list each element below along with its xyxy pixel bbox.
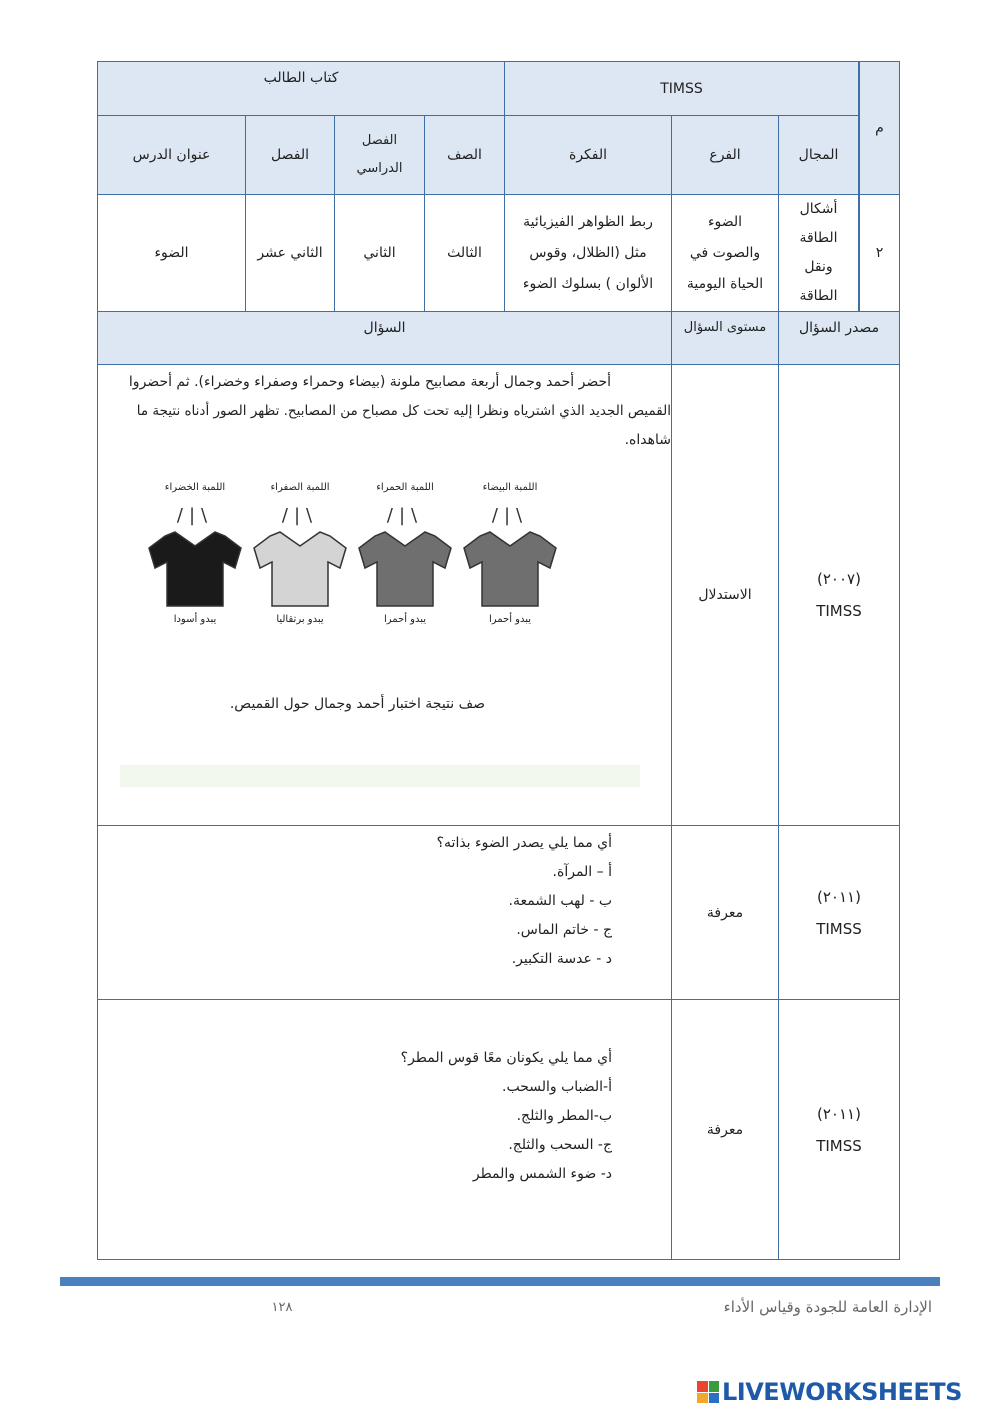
branch-label: الفرع (709, 147, 741, 163)
q3-option-d[interactable]: د- ضوء الشمس والمطر (472, 1166, 612, 1182)
grade-cell (424, 194, 505, 312)
lamp-white (460, 482, 560, 667)
q2-option-c[interactable]: ج - خاتم الماس. (516, 922, 612, 938)
col-m-label: م (875, 120, 884, 136)
shirt-icon (355, 528, 455, 608)
q2-option-b[interactable]: ب - لهب الشمعة. (508, 893, 612, 909)
shirt-result: يبدو أسودا (173, 614, 217, 625)
q1-prompt: صف نتيجة اختبار أحمد وجمال حول القميص. (229, 696, 485, 712)
domain-line: الطاقة (799, 288, 838, 304)
shirt-result: يبدو أحمرا (488, 614, 532, 625)
source-header-label: مصدر السؤال (798, 320, 880, 336)
shirt-icon (145, 528, 245, 608)
idea-line: مثل (الظلال، وقوس (529, 244, 647, 261)
domain-line: أشكال (799, 201, 838, 217)
grade-header (424, 115, 505, 195)
q2-stem: أي مما يلي يصدر الضوء بذاته؟ (436, 835, 612, 851)
light-rays-icon: /|\ (491, 505, 529, 526)
page-number: ١٢٨ (271, 1300, 293, 1315)
level-header-label: مستوى السؤال (683, 320, 767, 335)
question-header-label: السؤال (363, 320, 406, 336)
lamp-green (145, 482, 245, 667)
light-rays-icon: /|\ (176, 505, 214, 526)
grade-label: الصف (447, 147, 482, 163)
branch-header (671, 115, 779, 195)
lamp-label: اللمبة الصفراء (270, 482, 330, 493)
q2-source-year: (٢٠١١) (817, 887, 861, 906)
q3-stem: أي مما يلي يكونان معًا قوس المطر؟ (400, 1050, 612, 1066)
shirt-icon (460, 528, 560, 608)
timss-label: TIMSS (660, 80, 703, 97)
light-rays-icon: /|\ (386, 505, 424, 526)
q3-level-cell (671, 999, 779, 1260)
q3-option-a[interactable]: أ-الضباب والسحب. (502, 1079, 612, 1095)
lesson-title-label: عنوان الدرس (132, 147, 211, 163)
lesson-cell (97, 194, 246, 312)
shirt-result: يبدو أحمرا (383, 614, 427, 625)
lamp-label: اللمبة البيضاء (482, 482, 538, 493)
question-header (97, 311, 672, 365)
chapter-value: الثاني عشر (257, 245, 323, 261)
q3-source-cell (778, 999, 900, 1260)
q2-source-name: TIMSS (816, 919, 862, 938)
organization-name: الإدارة العامة للجودة وقياس الأداء (723, 1298, 932, 1316)
semester-value: الثاني (363, 245, 396, 261)
lamp-red (355, 482, 455, 667)
domain-line: ونقل (804, 259, 833, 275)
semester-label: الفصل الدراسي (356, 133, 403, 176)
branch-line: الحياة اليومية (686, 275, 764, 292)
q1-level-cell (671, 364, 779, 826)
chapter-header (245, 115, 335, 195)
idea-line: الألوان ) بسلوك الضوء (522, 275, 654, 292)
q3-text (380, 1044, 612, 1189)
shirt-figure (140, 482, 570, 667)
domain-line: الطاقة (799, 230, 838, 246)
answer-area[interactable] (120, 765, 640, 787)
q2-text (380, 829, 612, 974)
footer-bar (60, 1277, 940, 1286)
brand-text: LIVEWORKSHEETS (722, 1378, 962, 1406)
q2-level: معرفة (706, 904, 744, 921)
q3-option-b[interactable]: ب-المطر والثلج. (516, 1108, 612, 1124)
light-rays-icon: /|\ (281, 505, 319, 526)
source-header (778, 311, 900, 365)
level-header (671, 311, 779, 365)
row-number-value: ٢ (875, 245, 884, 261)
student-book-header (97, 61, 505, 116)
q2-option-a[interactable]: أ – المرآة. (552, 864, 612, 880)
lamp-yellow (250, 482, 350, 667)
q2-level-cell (671, 825, 779, 1000)
lamp-label: اللمبة الحمراء (376, 482, 434, 493)
branch-cell (671, 194, 779, 312)
q1-source-year: (٢٠٠٧) (817, 570, 861, 588)
q1-text (99, 368, 671, 455)
q3-source-year: (٢٠١١) (817, 1104, 861, 1123)
chapter-label: الفصل (271, 147, 309, 163)
q3-level: معرفة (706, 1121, 744, 1138)
timss-header (504, 61, 859, 116)
row-number (859, 194, 900, 312)
idea-header (504, 115, 672, 195)
q3-source-name: TIMSS (816, 1136, 862, 1155)
domain-label: المجال (798, 147, 839, 163)
brand-logo[interactable] (697, 1376, 997, 1408)
chapter-cell (245, 194, 335, 312)
q2-source-cell (778, 825, 900, 1000)
semester-cell (334, 194, 425, 312)
shirt-result: يبدو برتقاليا (276, 614, 324, 625)
lamp-label: اللمبة الخضراء (164, 482, 226, 493)
q2-option-d[interactable]: د - عدسة التكبير. (511, 951, 612, 967)
q3-option-c[interactable]: ج- السحب والثلج. (508, 1137, 612, 1153)
student-book-label: كتاب الطالب (263, 70, 339, 86)
branch-line: والصوت في (689, 244, 761, 261)
q1-source-cell (778, 364, 900, 826)
q1-source-name: TIMSS (816, 602, 862, 620)
col-m-header (859, 61, 900, 195)
idea-label: الفكرة (568, 147, 608, 163)
q1-level: الاستدلال (698, 587, 752, 603)
lesson-value: الضوء (154, 245, 189, 261)
grade-value: الثالث (447, 245, 482, 261)
semester-header (334, 115, 425, 195)
branch-line: الضوء (707, 213, 743, 230)
idea-cell (504, 194, 672, 312)
q1-line: القميص الجديد الذي اشترياه ونظرا إليه تحت كل مصباح من المصابيح. تظهر الصور أدناه نتيجة ما (136, 403, 671, 419)
q1-line: شاهداه. (624, 432, 671, 448)
domain-header (778, 115, 859, 195)
shirt-icon (250, 528, 350, 608)
q1-line: أحضر أحمد وجمال أربعة مصابيح ملونة (بيضاء وحمراء وصفراء وخضراء). ثم أحضروا (128, 374, 611, 390)
domain-cell (778, 194, 859, 312)
lws-logo-icon (697, 1381, 719, 1403)
idea-line: ربط الظواهر الفيزيائية (523, 213, 653, 230)
lesson-title-header (97, 115, 246, 195)
